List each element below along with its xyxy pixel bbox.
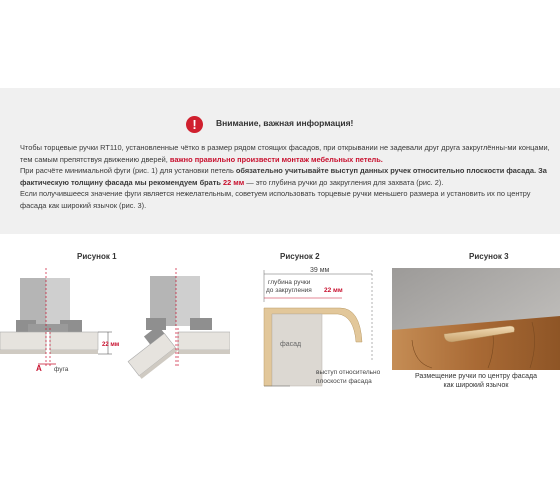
text-sentence-2-value: 22 мм	[222, 177, 245, 187]
figure-1-diagram	[0, 268, 230, 388]
text-sentence-3: Если получившееся значение фуги является нежелательным, советуем использовать торцевые ручки меньшего размера и установить их по центру фасада как широкий язычок (рис. 3).	[20, 189, 531, 210]
hinge-open-diagram	[122, 268, 230, 379]
text-sentence-2-bold: обязательно учитывайте выступ данных ручек относительно плоскости фасада. За фактическую толщину фасада мы рекомендуем брать	[20, 166, 547, 187]
warning-icon	[186, 116, 203, 133]
figure-3-caption-line2: как широкий язычок	[443, 382, 509, 389]
figure-3-photo	[392, 268, 560, 370]
warning-title: Внимание, важная информация!	[216, 118, 354, 128]
figure-2-title: Рисунок 2	[280, 252, 320, 261]
figure-3-title: Рисунок 3	[469, 252, 509, 261]
figure-1-title: Рисунок 1	[77, 252, 117, 261]
figure-2-depth-line1: глубина ручки	[268, 279, 311, 286]
info-paragraph	[20, 142, 550, 212]
figure-1-a-label: A	[36, 364, 42, 373]
hinge-closed-diagram	[0, 268, 98, 373]
figure-2-protrusion-line2: плоскости фасада	[316, 378, 372, 385]
figure-1-dim-label: 22 мм	[102, 342, 120, 348]
figure-2-depth-value: 22 мм	[324, 287, 343, 294]
text-sentence-2: При расчёте минимальной фуги (рис. 1) для установки петель	[20, 166, 236, 176]
figure-2-facade-label: фасад	[280, 341, 302, 348]
text-sentence-2-end: — это глубина ручки до закругления для захвата (рис. 2).	[244, 177, 444, 187]
figure-2-width-label: 39 мм	[310, 267, 330, 274]
text-sentence-1-highlight: важно правильно произвести монтаж мебельных петель.	[169, 154, 383, 164]
figure-2-protrusion-line1: выступ относительно	[316, 369, 381, 376]
figure-3-caption	[392, 372, 560, 390]
text-sentence-1: Чтобы торцевые ручки RT110, установленные чётко в размер рядом стоящих фасадов, при открывании не задевали друг друга закруглённы-ми концами, тем самым препятствуя движению дверей,	[20, 143, 550, 164]
figure-2-depth-line2: до закругления	[266, 287, 312, 294]
figure-3-caption-line1: Размещение ручки по центру фасада	[414, 373, 538, 380]
figure-2-diagram	[230, 262, 390, 392]
warning-icon-glyph: !	[192, 117, 197, 132]
figure-1-gap-label: фуга	[54, 366, 69, 373]
